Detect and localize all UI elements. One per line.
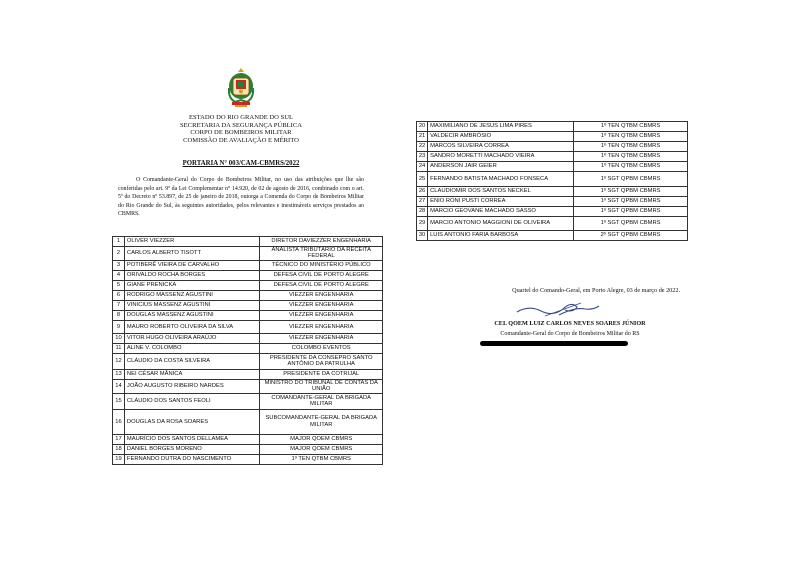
honoree-description: MAJOR QOEM CBMRS	[260, 444, 383, 454]
table-row	[113, 247, 383, 261]
row-number: 6	[113, 290, 125, 300]
honoree-name: MARCIO ANTONIO MAGGIONI DE OLIVEIRA	[428, 217, 574, 231]
honoree-name: RODRIGO MASSENZ AGUSTINI	[124, 290, 260, 300]
table-row	[113, 237, 383, 247]
honoree-description: 1º TEN QTBM CBMRS	[574, 122, 688, 132]
honoree-description: 1º SGT QPBM CBMRS	[574, 207, 688, 217]
redaction-bar	[480, 341, 628, 346]
table-row	[113, 454, 383, 464]
honoree-description: 1º SGT QPBM CBMRS	[574, 217, 688, 231]
row-number: 10	[113, 333, 125, 343]
table-row	[113, 369, 383, 379]
signer-role: Comandante-Geral do Corpo de Bombeiros Militar do RS	[500, 331, 640, 337]
honoree-description: COMANDANTE-GERAL DA BRIGADA MILITAR	[260, 393, 383, 409]
row-number: 11	[113, 343, 125, 353]
table-row	[113, 379, 383, 393]
honoree-name: CLÁUDIO DA COSTA SILVEIRA	[124, 353, 260, 369]
table-row	[417, 142, 688, 152]
table-row	[417, 162, 688, 172]
row-number: 7	[113, 300, 125, 310]
row-number: 16	[113, 409, 125, 434]
row-number: 14	[113, 379, 125, 393]
honoree-name: SANDRO MORETTI MACHADO VIEIRA	[428, 152, 574, 162]
honoree-name: DANIEL BORGES MORENO	[124, 444, 260, 454]
honoree-description: VIEZZER ENGENHARIA	[260, 320, 383, 333]
row-number: 17	[113, 434, 125, 444]
honoree-name: MAURO ROBERTO OLIVEIRA DA SILVA	[124, 320, 260, 333]
honoree-description: VIEZZER ENGENHARIA	[260, 310, 383, 320]
honoree-name: MAXIMILIANO DE JESUS LIMA PIRES	[428, 122, 574, 132]
honoree-description: VIEZZER ENGENHARIA	[260, 290, 383, 300]
honoree-description: DIRETOR DAVIEZZER ENGENHARIA	[260, 237, 383, 247]
table-row	[113, 444, 383, 454]
document-title: PORTARIA N° 003/CAM-CBMRS/2022	[182, 160, 300, 167]
row-number: 19	[113, 454, 125, 464]
table-row	[417, 231, 688, 241]
row-number: 2	[113, 247, 125, 261]
table-row	[417, 172, 688, 187]
honoree-description: 1º TEN QTBM CBMRS	[574, 142, 688, 152]
row-number: 29	[417, 217, 428, 231]
table-row	[417, 132, 688, 142]
honoree-description: TÉCNICO DO MINISTÉRIO PÚBLICO	[260, 260, 383, 270]
honoree-name: LUIS ANTONIO FARIA BARBOSA	[428, 231, 574, 241]
honoree-description: 1º TEN QTBM CBMRS	[260, 454, 383, 464]
honoree-description: 1º TEN QTBM CBMRS	[574, 132, 688, 142]
table-row	[113, 300, 383, 310]
honoree-name: MAURÍCIO DOS SANTOS DELLAMEA	[124, 434, 260, 444]
row-number: 24	[417, 162, 428, 172]
row-number: 3	[113, 260, 125, 270]
table-row	[113, 260, 383, 270]
honoree-description: 1º SGT QPBM CBMRS	[574, 197, 688, 207]
place-date: Quartel do Comando-Geral, em Porto Alegre, 03 de março de 2022.	[512, 287, 680, 294]
row-number: 8	[113, 310, 125, 320]
honoree-name: ENIO RONI PUSTI CORREA	[428, 197, 574, 207]
honoree-description: VIEZZER ENGENHARIA	[260, 300, 383, 310]
table-row	[417, 187, 688, 197]
row-number: 21	[417, 132, 428, 142]
honoree-description: PRESIDENTE DA CONSEPRO SANTO ANTÔNIO DA PATRULHA	[260, 353, 383, 369]
honoree-name: JOÃO AUGUSTO RIBEIRO NARDES	[124, 379, 260, 393]
header-line: CORPO DE BOMBEIROS MILITAR	[190, 129, 292, 137]
honoree-name: CLAUDIOMIR DOS SANTOS NECKEL	[428, 187, 574, 197]
row-number: 28	[417, 207, 428, 217]
table-row	[113, 353, 383, 369]
honoree-description: MAJOR QOEM CBMRS	[260, 434, 383, 444]
row-number: 26	[417, 187, 428, 197]
signer-name: CEL QOEM LUIZ CARLOS NEVES SOARES JÚNIOR	[494, 320, 646, 327]
row-number: 12	[113, 353, 125, 369]
honoree-name: VALDECIR AMBRÓSIO	[428, 132, 574, 142]
header-line: COMISSÃO DE AVALIAÇÃO E MÉRITO	[183, 136, 299, 144]
honoree-description: 1º SGT QPBM CBMRS	[574, 187, 688, 197]
row-number: 1	[113, 237, 125, 247]
honoree-description: VIEZZER ENGENHARIA	[260, 333, 383, 343]
table-row	[417, 152, 688, 162]
row-number: 13	[113, 369, 125, 379]
table-row	[417, 207, 688, 217]
table-row	[113, 280, 383, 290]
table-row	[113, 333, 383, 343]
honoree-description: DEFESA CIVIL DE PORTO ALEGRE	[260, 270, 383, 280]
honoree-description: COLOMBO EVENTOS	[260, 343, 383, 353]
honoree-name: OLIVER VIEZZER	[124, 237, 260, 247]
honoree-description: 1º SGT QPBM CBMRS	[574, 172, 688, 187]
honoree-name: DOUGLAS DA ROSA SOARES	[124, 409, 260, 434]
honoree-name: FERNANDO BATISTA MACHADO FONSECA	[428, 172, 574, 187]
honoree-description: 1º TEN QTBM CBMRS	[574, 152, 688, 162]
honoree-name: FERNANDO DUTRA DO NASCIMENTO	[124, 454, 260, 464]
honoree-name: ANDERSON JAIR GEIER	[428, 162, 574, 172]
honorees-table-2	[416, 121, 688, 241]
row-number: 22	[417, 142, 428, 152]
row-number: 25	[417, 172, 428, 187]
honoree-name: ORIVALDO ROCHA BORGES	[124, 270, 260, 280]
honorees-table-1	[112, 236, 383, 465]
honoree-description: PRESIDENTE DA COTRIJAL	[260, 369, 383, 379]
intro-paragraph: O Comandante-Geral do Corpo de Bombeiros Militar, no uso das atribuições que lhe são conferidas pelo art. 9º da Lei Complementar n° 14.920, de 02 de agosto de 2016, combinado com o art. 5º do Decreto nº 53.897, de 25 de janeiro de 2018, outorga a Comenda do Corpo de Bombeiros Militar do Rio Grande do Sul, às seguintes autoridades, pelos relevantes e inestimáveis serviços prestados ao CBMRS.	[118, 177, 364, 217]
header-line: SECRETARIA DA SEGURANÇA PÚBLICA	[179, 121, 303, 129]
table-row	[113, 393, 383, 409]
row-number: 18	[113, 444, 125, 454]
coat-of-arms-icon	[226, 66, 256, 108]
signature-icon	[515, 297, 601, 319]
row-number: 9	[113, 320, 125, 333]
row-number: 23	[417, 152, 428, 162]
table-row	[113, 310, 383, 320]
header-line: ESTADO DO RIO GRANDE DO SUL	[188, 114, 294, 121]
honoree-name: MARCIO GEOVANE MACHADO SASSO	[428, 207, 574, 217]
honoree-description: 2º SGT QPBM CBMRS	[574, 231, 688, 241]
honoree-name: ALINE V. COLOMBO	[124, 343, 260, 353]
honoree-name: DOUGLAS MASSENZ AGUSTINI	[124, 310, 260, 320]
table-row	[113, 343, 383, 353]
honoree-name: CARLOS ALBERTO TISOTT	[124, 247, 260, 261]
honoree-name: VINICIUS MASSENZ AGUSTINI	[124, 300, 260, 310]
row-number: 15	[113, 393, 125, 409]
honoree-name: NEI CÉSAR MÂNICA	[124, 369, 260, 379]
row-number: 4	[113, 270, 125, 280]
row-number: 20	[417, 122, 428, 132]
row-number: 30	[417, 231, 428, 241]
honoree-name: MARCOS SILVEIRA CORREA	[428, 142, 574, 152]
honoree-description: DEFESA CIVIL DE PORTO ALEGRE	[260, 280, 383, 290]
honoree-name: CLÁUDIO DOS SANTOS FEOLI	[124, 393, 260, 409]
table-row	[113, 409, 383, 434]
honoree-name: POTIBERÊ VIEIRA DE CARVALHO	[124, 260, 260, 270]
table-row	[417, 122, 688, 132]
honoree-description: 1º TEN QTBM CBMRS	[574, 162, 688, 172]
table-row	[113, 320, 383, 333]
table-row	[417, 217, 688, 231]
table-row	[113, 434, 383, 444]
table-row	[113, 290, 383, 300]
table-row	[113, 270, 383, 280]
honoree-description: SUBCOMANDANTE-GERAL DA BRIGADA MILITAR	[260, 409, 383, 434]
honoree-name: GIANE PRENICKA	[124, 280, 260, 290]
table-row	[417, 197, 688, 207]
honoree-description: ANALISTA TRIBUTÁRIO DA RECEITA FEDERAL	[260, 247, 383, 261]
honoree-description: MINISTRO DO TRIBUNAL DE CONTAS DA UNIÃO	[260, 379, 383, 393]
row-number: 5	[113, 280, 125, 290]
row-number: 27	[417, 197, 428, 207]
honoree-name: VITOR HUGO OLIVEIRA ARAÚJO	[124, 333, 260, 343]
document-header	[118, 114, 364, 144]
